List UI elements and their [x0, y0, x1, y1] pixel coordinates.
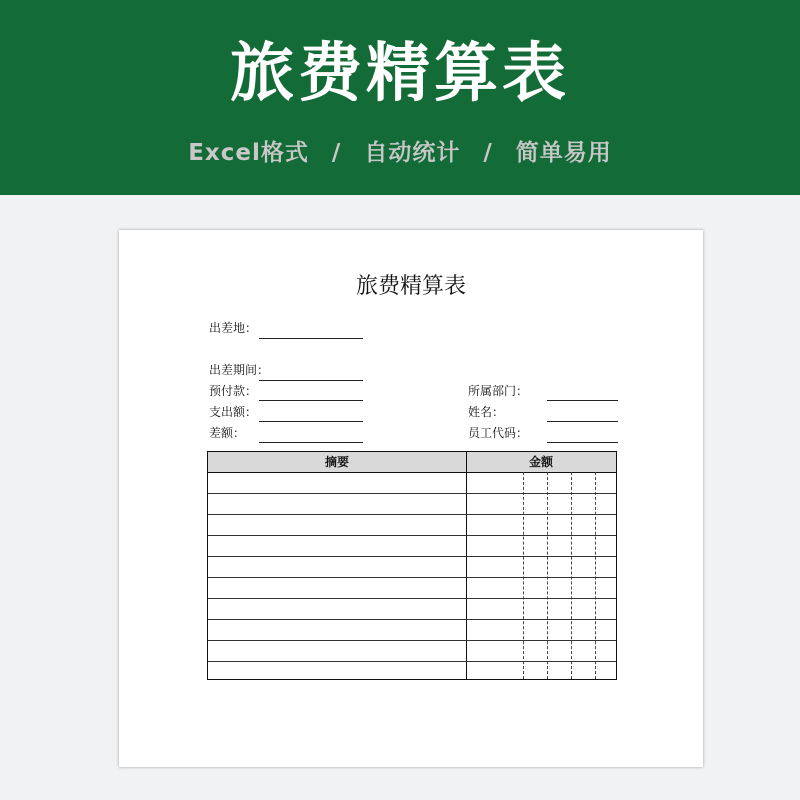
amount-digit-divider	[523, 472, 524, 679]
field-label-advance: 预付款：	[209, 384, 258, 398]
table-row[interactable]	[208, 661, 616, 662]
column-divider	[466, 452, 467, 679]
field-label-name: 姓名：	[468, 405, 505, 419]
table-header	[208, 452, 616, 473]
field-label-destination: 出差地：	[209, 321, 258, 335]
table-row[interactable]	[208, 577, 616, 578]
field-label-employee-code: 员工代码：	[468, 426, 529, 440]
banner-subtitle	[0, 136, 800, 170]
field-label-period: 出差期间：	[209, 363, 270, 377]
field-label-difference: 差额：	[209, 426, 246, 440]
table-row[interactable]	[208, 556, 616, 557]
field-label-expense: 支出额：	[209, 405, 258, 419]
field-line-difference[interactable]	[259, 442, 363, 443]
subtitle-auto-stats: 自动统计	[364, 140, 461, 166]
field-line-destination[interactable]	[259, 338, 363, 339]
subtitle-separator: /	[483, 140, 493, 166]
form-sheet	[119, 230, 703, 767]
field-line-employee-code[interactable]	[547, 442, 618, 443]
field-line-period[interactable]	[259, 380, 363, 381]
field-line-advance[interactable]	[259, 400, 363, 401]
table-row[interactable]	[208, 619, 616, 620]
table-row[interactable]	[208, 535, 616, 536]
amount-digit-divider	[571, 472, 572, 679]
field-line-expense[interactable]	[259, 421, 363, 422]
field-line-name[interactable]	[547, 421, 618, 422]
form-title: 旅费精算表	[355, 274, 466, 299]
table-row[interactable]	[208, 493, 616, 494]
amount-digit-divider	[595, 472, 596, 679]
header-amount: 金额	[528, 455, 553, 469]
header-summary: 摘要	[324, 455, 349, 469]
subtitle-easy-use: 简单易用	[515, 140, 612, 166]
subtitle-separator: /	[331, 140, 342, 166]
field-label-department: 所属部门：	[468, 384, 529, 398]
amount-digit-divider	[547, 472, 548, 679]
subtitle-format: Excel格式	[188, 140, 309, 166]
header-banner	[0, 0, 800, 195]
table-row[interactable]	[208, 514, 616, 515]
banner-title: 旅费精算表	[230, 37, 570, 111]
table-row[interactable]	[208, 598, 616, 599]
table-row[interactable]	[208, 640, 616, 641]
field-line-department[interactable]	[547, 400, 618, 401]
expense-table	[207, 451, 617, 680]
